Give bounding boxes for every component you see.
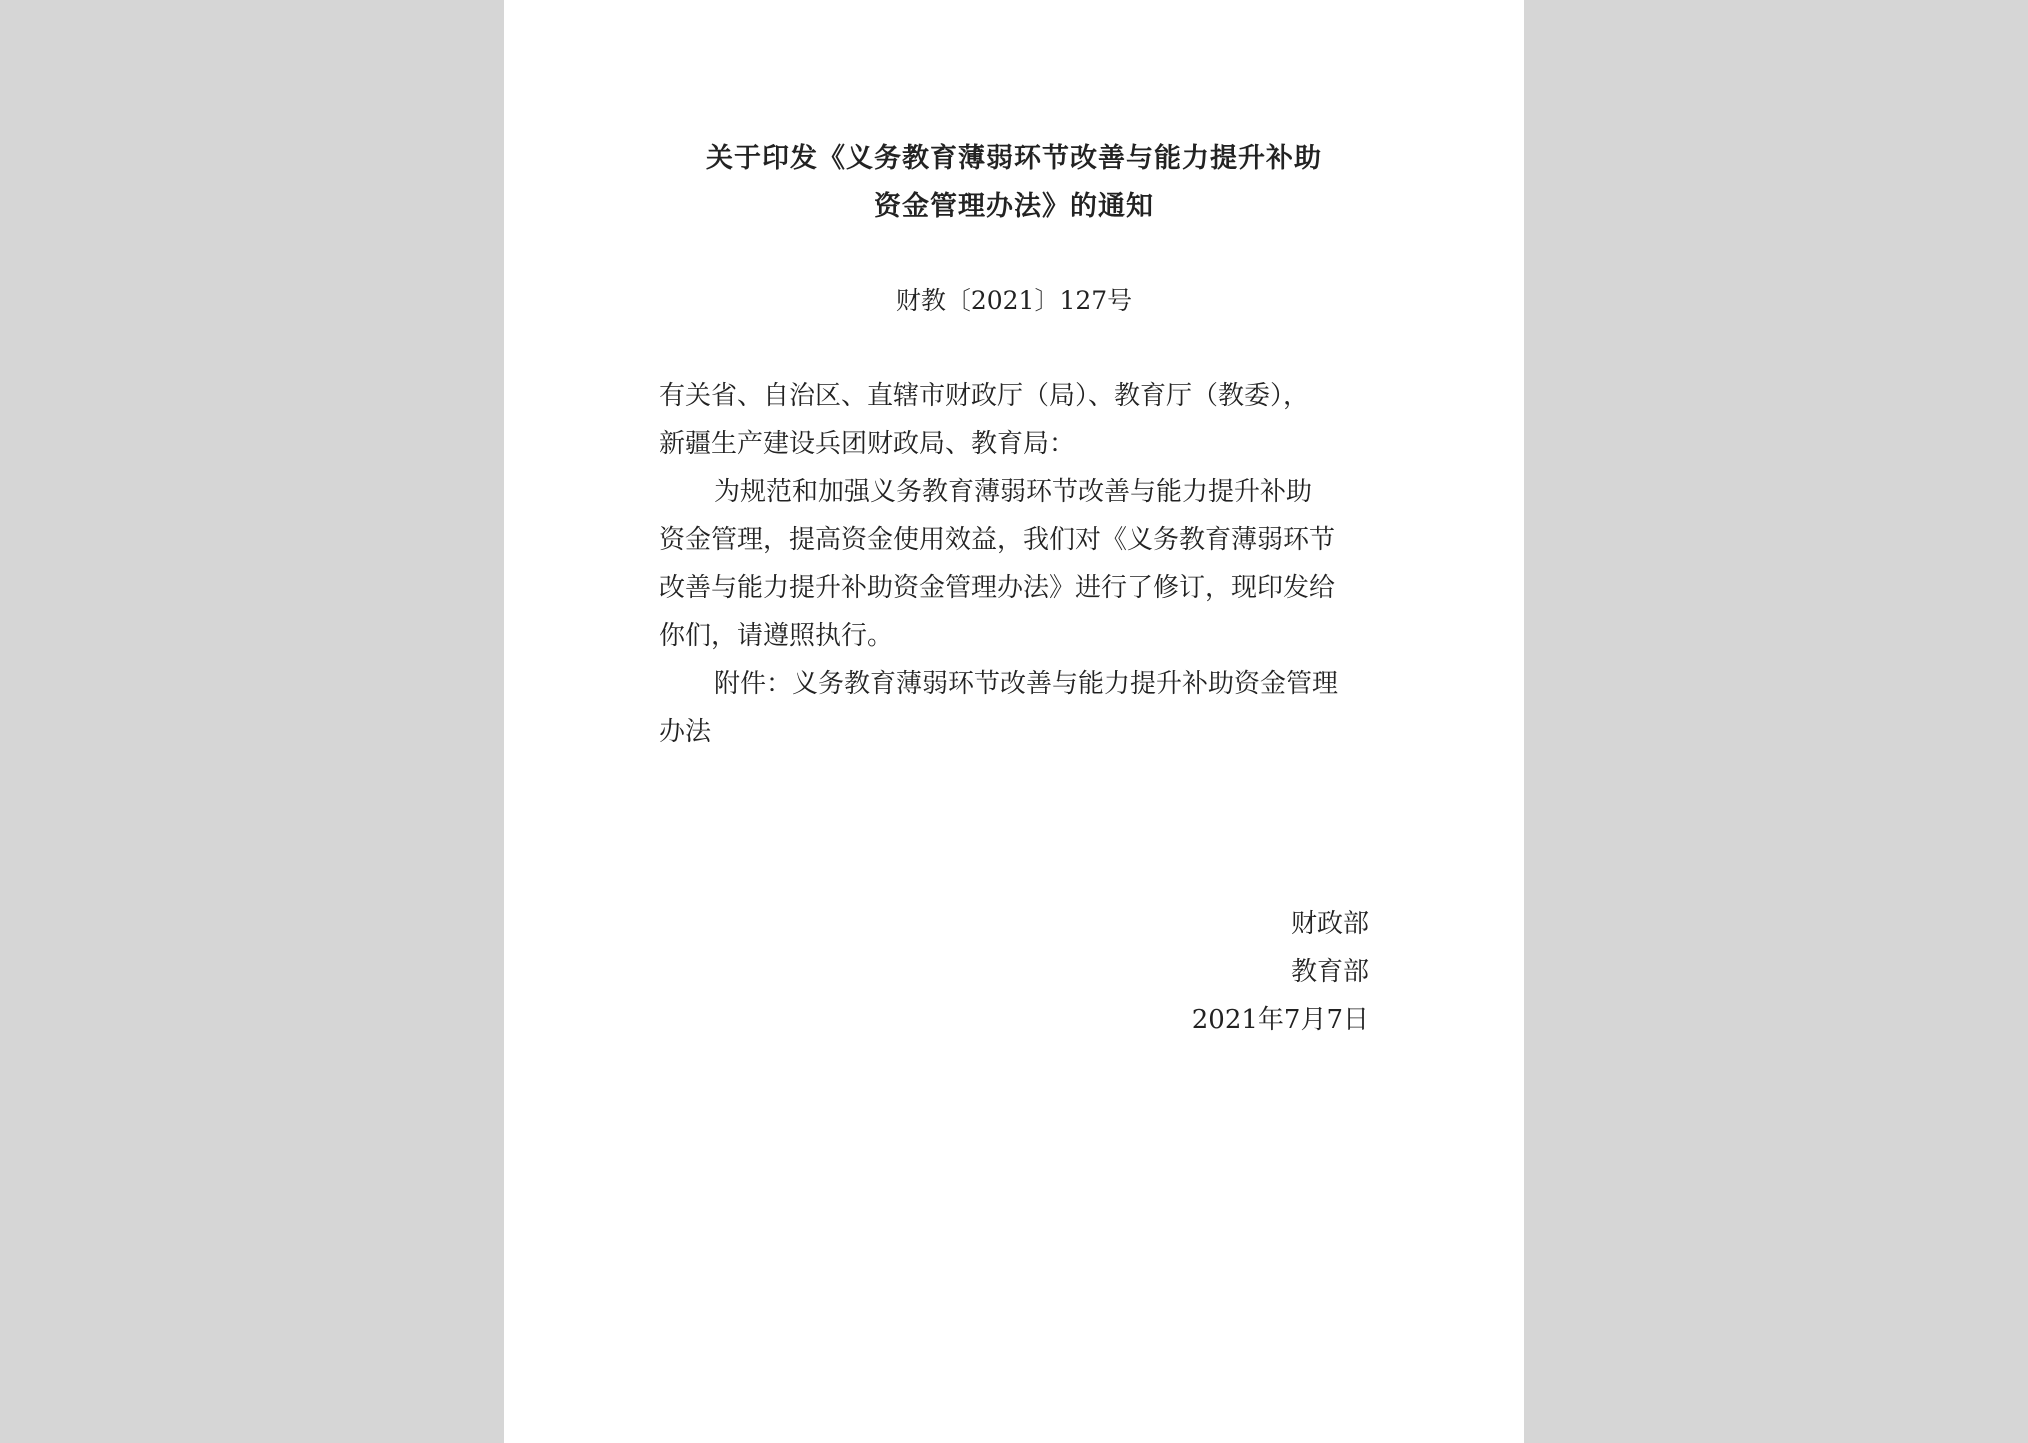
- addressee-line-1: 有关省、自治区、直辖市财政厅（局）、教育厅（教委），: [659, 381, 1310, 411]
- document-number: 财教〔2021〕127号: [895, 286, 1133, 315]
- attachment-line-2: 办法: [659, 717, 712, 747]
- signatory-moe: 教育部: [1290, 957, 1369, 987]
- signatory-mof: 财政部: [1290, 909, 1369, 939]
- document-page: [504, 0, 1524, 1443]
- body-line-3: 改善与能力提升补助资金管理办法》进行了修订，现印发给: [659, 573, 1336, 603]
- document-date: 2021年7月7日: [1191, 1005, 1369, 1035]
- body-line-1: 为规范和加强义务教育薄弱环节改善与能力提升补助: [714, 477, 1313, 507]
- addressee-line-2: 新疆生产建设兵团财政局、教育局：: [659, 429, 1076, 459]
- document-title-line-1: 关于印发《义务教育薄弱环节改善与能力提升补助: [706, 143, 1322, 174]
- attachment-line-1: 附件：义务教育薄弱环节改善与能力提升补助资金管理: [714, 669, 1339, 699]
- body-line-2: 资金管理，提高资金使用效益，我们对《义务教育薄弱环节: [659, 525, 1336, 555]
- document-title-line-2: 资金管理办法》的通知: [874, 191, 1154, 222]
- body-line-4: 你们，请遵照执行。: [659, 621, 894, 651]
